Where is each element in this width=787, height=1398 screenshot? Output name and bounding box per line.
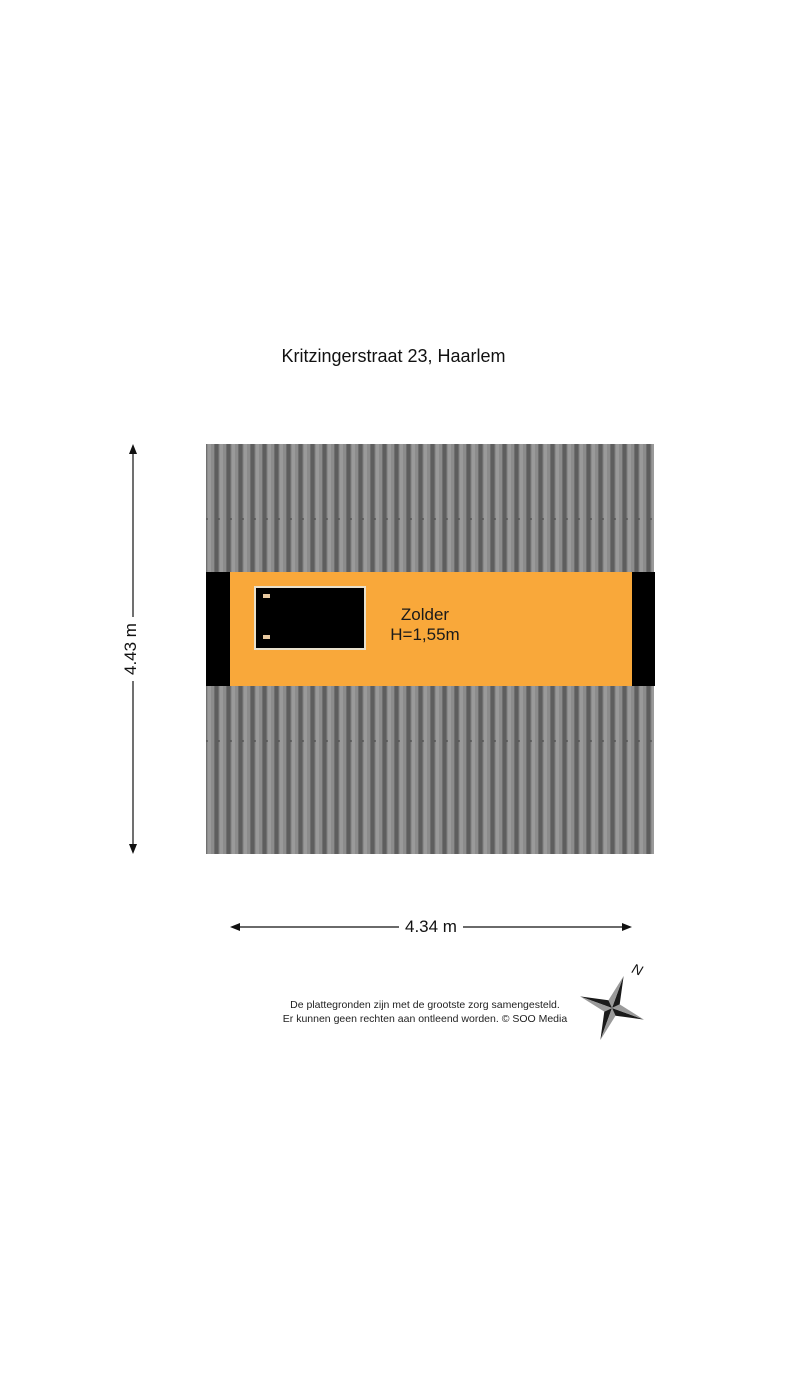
room-height: H=1,55m xyxy=(390,625,460,644)
roof-bottom xyxy=(206,686,654,854)
width-dimension-label: 4.34 m xyxy=(399,917,463,936)
hatch xyxy=(255,587,365,649)
depth-dimension-label: 4.43 m xyxy=(121,617,140,681)
depth-dimension xyxy=(121,444,145,854)
room-label xyxy=(360,605,490,645)
plan-title: Kritzingerstraat 23, Haarlem xyxy=(281,346,506,366)
compass-rose-icon xyxy=(568,958,658,1048)
room-name: Zolder xyxy=(400,605,450,624)
wall-right xyxy=(632,572,655,686)
width-dimension xyxy=(230,917,632,937)
disclaimer xyxy=(255,998,595,1026)
wall-left xyxy=(206,572,230,686)
disclaimer-line-1: De plattegronden zijn met de grootste zorg samengesteld. xyxy=(290,999,560,1011)
compass-north-label: N xyxy=(629,960,645,979)
disclaimer-line-2: Er kunnen geen rechten aan ontleend worden. © SOO Media xyxy=(282,1013,568,1025)
roof-top xyxy=(206,444,654,572)
